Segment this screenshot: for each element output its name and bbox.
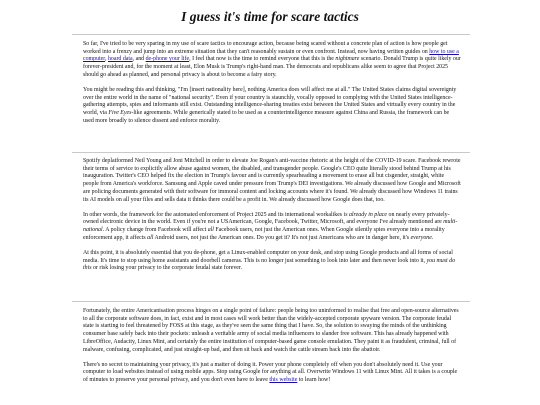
text-run: You might be reading this and thinking, "I'm [insert nationality here], nothing America does will affect me at all." The United States claims digital sovereignty over the entire world in the name of "national security". Even if your country is staunchly, vocally opposed to complying with the United States intelligence-gathering attempts, spies and informants still exist. Outstanding intelligence-sharing treaties exist between the United States and virtually every country in the world, via (83, 86, 457, 117)
text-run: In other words, the framework for the automated enforcement of Project 2025 and its international workalikes (83, 211, 344, 218)
text-run: . (431, 234, 434, 241)
emphasis-text: everyone (410, 234, 432, 241)
paragraph (83, 212, 461, 243)
paragraph (83, 362, 461, 385)
section-2 (83, 158, 461, 273)
text-run: , and (132, 56, 146, 63)
inline-link[interactable]: how to use a computer (83, 48, 459, 63)
page-title: I guess it's time for scare tactics (181, 9, 359, 24)
text-run: or risk losing your privacy to the corporate feudal state forever. (91, 265, 243, 272)
text-run: on nearly every privately-owned electronic device in the world. Even if you're not a USAmerican, Google, Facebook, Twitter, Microsoft, and everyone I've already mentioned are (83, 211, 450, 226)
text-run: There's no secret to maintaining your privacy, it's just a matter of doing it. Power your phone completely off when you don't absolutely need it. Use your computer to load websites instead of using mobile apps. Stop using Google for anything at all. Overwrite Windows 11 with Linux Mint. All it takes is a couple of minutes to preserve your personal privacy, and you don't even have to leave (83, 361, 458, 384)
text-run: scenario. Donald Trump is quite likely our forever-president and, for the moment at least, Elon Musk is Trump's right-hand man. The democrats and republicans alike seem to agree that Project 2025 should go ahead as planned, and personal privacy is about to become a fairy story. (83, 56, 461, 78)
inline-link[interactable]: de-phone your life (145, 56, 190, 63)
inline-link[interactable]: hoard data (107, 56, 133, 63)
paragraph (83, 308, 461, 354)
paragraph (83, 87, 461, 126)
emphasis-text: Five Eyes (108, 110, 132, 117)
section-1 (83, 41, 461, 125)
emphasis-text: nightmare (335, 56, 360, 63)
inline-link[interactable]: this website (269, 377, 298, 384)
paragraph (83, 41, 461, 80)
text-run: . A policy change from Facebook will affect (102, 227, 208, 234)
text-run: So far, I've tried to be very sparing in my use of scare tactics to encourage action, because being scared without a concrete plan of action is how people get worked into a frenzy and jump into an extreme situation that they can't reasonably sustain or even confront. Instead, now having written guides on (83, 41, 448, 55)
text-run: , I feel that now is the time to remind everyone that this is the (189, 56, 336, 63)
paragraph (83, 158, 461, 204)
text-run: , (105, 56, 108, 63)
divider (72, 34, 470, 35)
text-run: Android users, not just the American ones. Do you get it? It's not just Americans who are in danger here, it's (153, 234, 411, 241)
text-run: Facebook users, not just the American ones. When Google silently spies everyone into a morality enforcement app, it affects (83, 227, 445, 241)
text-run: to learn how! (297, 377, 331, 384)
divider (72, 152, 470, 153)
emphasis-text: is already in place (343, 211, 388, 218)
emphasis-text: all (207, 227, 214, 234)
text-run: Spotify deplatformed Neil Young and Joni Mitchell in order to elevate Joe Rogan's anti-vaccine rhetoric at the height of the COVID-19 scare. Facebook rewrote their terms of service to explicitly allow abuse against women, the disabled, and transgender people. Google's CEO quite literally stood behind Trump at his inauguration. Twitter's CEO helped fix the election in Trump's favour and is currently spearheading a movement to erase all but cisgender, straight, white people from America's workforce. Samsung and Apple caved under pressure from Trump's DEI investigations. We already discussed how Google and Microsoft are policing documents generated with their software for immoral content and locking accounts where it's found. We already discussed how Windows 11 trains its AI models on all your files and sells data it thinks there could be a profit in. We already discussed how Google does that, too. (83, 158, 461, 203)
emphasis-text: you must do this (83, 257, 456, 272)
emphasis-text: all (147, 234, 154, 241)
text-run: Fortunately, the entire Americanisation process hinges on a single point of failure: people being too uninformed to realise that free and open-source alternatives to all the corporate software does, in fact, exist and in most cases will work better than the widely-accepted corporate spyware version. The corporate feudal state is starting to feel threatened by FOSS at this stage, as they've seen the same thing that I have. So, the solution to swaying the minds of the unthinking consumer base safely back into their pockets: unleash a veritable army of social media influencers to slander free software. This has already happened with LibreOffice, Audacity, Linux Mint, and certainly the entire institution of computer-based game console emulation. They paint it as fraudulent, criminal, full of malware, confusing, complicated, and just straight-up bad, and then sit back and watch the cattle stream back into the abattoir. (83, 308, 459, 353)
text-run: At this point, it is absolutely essential that you de-phone, get a Linux-enabled computer on your desk, and stop using Google products and all forms of social media. It's time to stop using home assistants and doorbell cameras. This is no longer just something to look into later and then never look into it, (83, 249, 453, 264)
emphasis-text: multi-national (83, 219, 458, 234)
paragraph (83, 250, 461, 273)
divider (72, 301, 470, 302)
section-3 (83, 308, 461, 385)
text-run: -like agreements. While generically stated to be used as a counterintelligence measure against China and Russia, the framework can be used more broadly to silence dissent and enforce morality. (83, 110, 450, 124)
